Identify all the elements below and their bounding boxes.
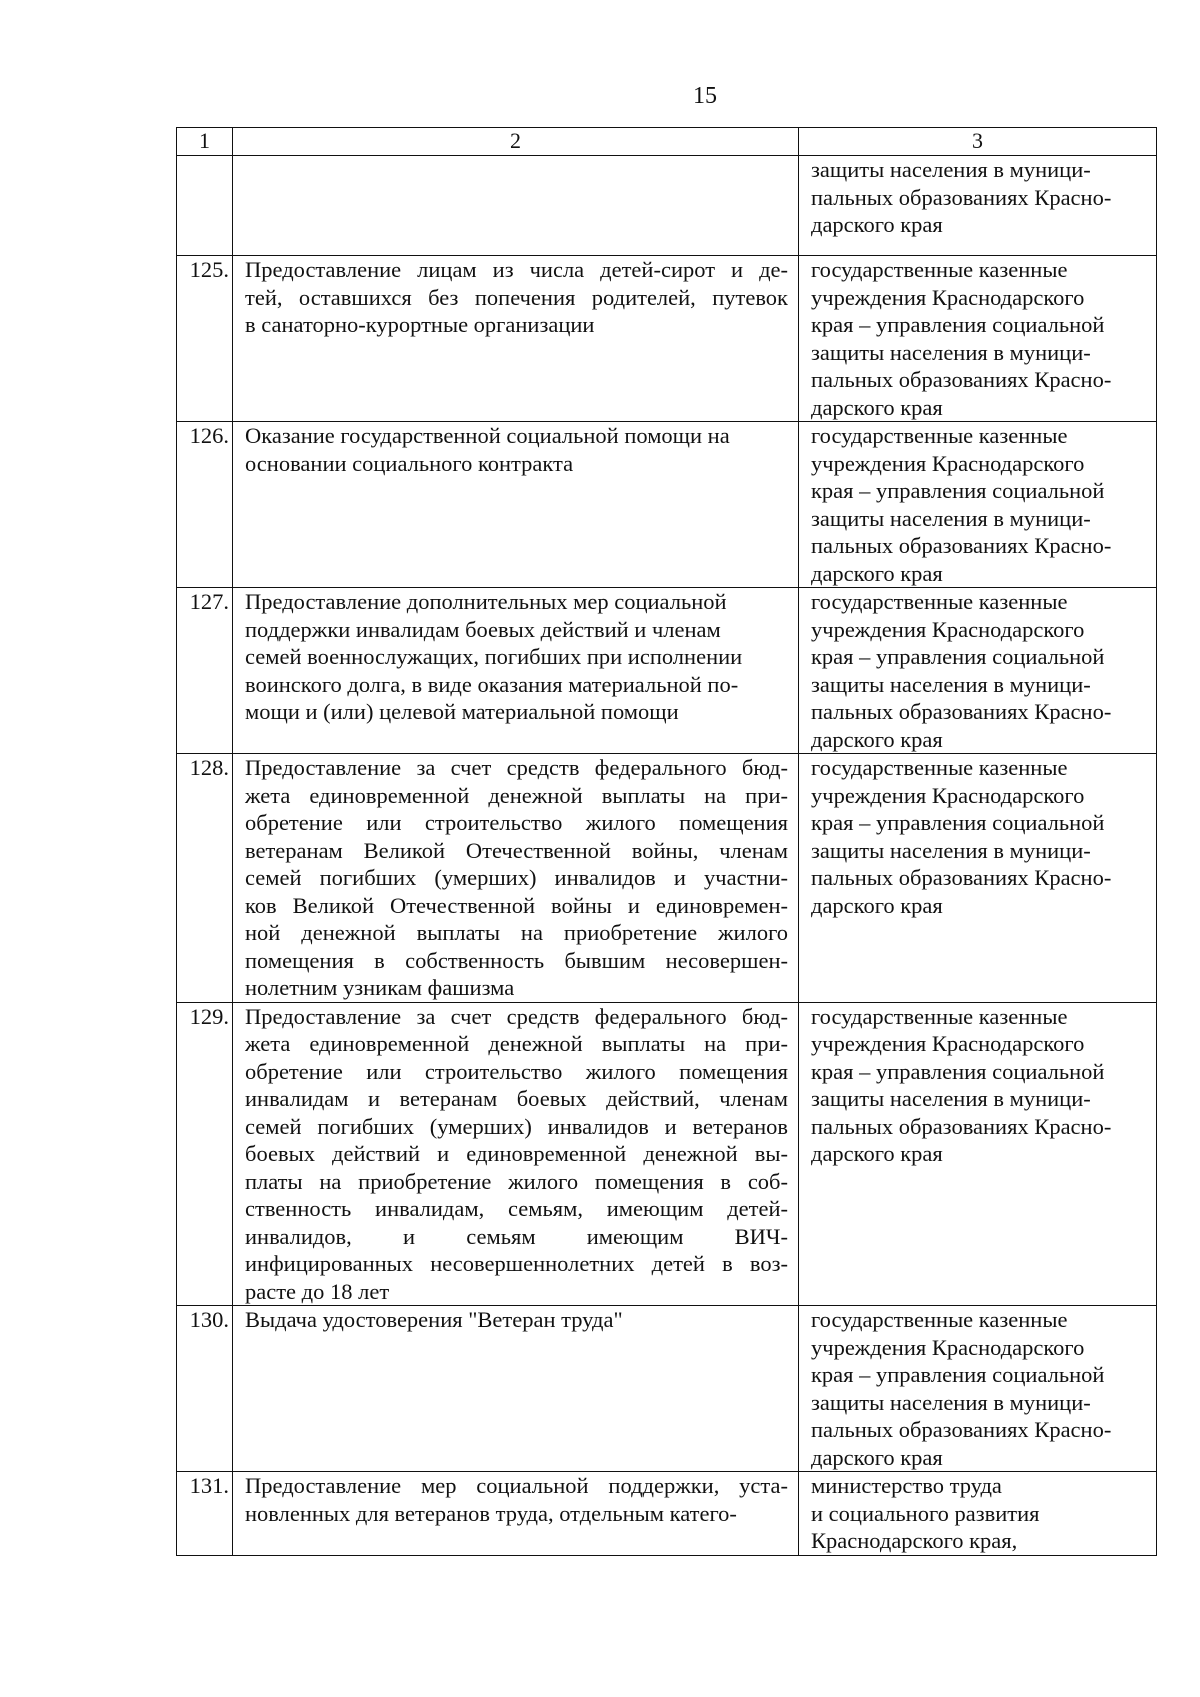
text-line: государственные казенные [811,755,1068,780]
text-line: защиты населения в муници- [811,157,1091,182]
table-row [177,1002,1157,1306]
text-line: инвалидов, и семьям имеющим ВИЧ- [245,1223,788,1249]
text-line: защиты населения в муници- [811,505,1091,531]
column-header-1: 1 [177,128,233,156]
authority-cell [799,1306,1157,1472]
text-line: ственность инвалидам, семьям, имеющим детей- [245,1196,788,1221]
text-line: дарского края [811,1141,943,1166]
service-name-cell [233,1472,799,1556]
text-line: защиты населения в муници- [811,1389,1091,1415]
text-line: пальных образованиях Красно- [811,533,1112,558]
service-name-cell [233,588,799,754]
authority-cell [799,156,1157,256]
text-line: дарского края [811,892,943,918]
column-header-3: 3 [799,128,1157,156]
service-name-cell [233,1306,799,1472]
text-line: Предоставление за счет средств федерального бюд- [245,1003,788,1029]
table-row [177,1306,1157,1472]
text-line: семей военнослужащих, погибших при исполнении [245,644,743,669]
text-line: защиты населения в муници- [811,339,1091,365]
text-line: дарского края [811,560,943,586]
authority-cell [799,588,1157,754]
service-name-cell [233,256,799,422]
text-line: учреждения Краснодарского [811,782,1085,808]
text-line: семей погибших (умерших) инвалидов и участни- [245,865,788,890]
text-line: дарского края [811,726,943,752]
text-line: пальных образованиях Красно- [811,367,1112,392]
row-number: 128. [177,754,233,1003]
text-line: обретение или строительство жилого помещения [245,1058,788,1084]
text-line: края – управления социальной [811,478,1105,503]
text-line: государственные казенные [811,257,1068,282]
text-line: инфицированных несовершеннолетних детей в воз- [245,1251,788,1276]
text-line: мощи и (или) целевой материальной помощи [245,699,679,724]
text-line: Предоставление лицам из числа детей-сирот и де- [245,257,788,282]
text-line: и социального развития [811,1500,1040,1526]
service-name-cell [233,1002,799,1306]
text-line: дарского края [811,1444,943,1470]
row-number: 127. [177,588,233,754]
table-row [177,1472,1157,1556]
text-line: пальных образованиях Красно- [811,184,1112,210]
table-row [177,256,1157,422]
text-line: государственные казенные [811,589,1068,614]
table-row [177,422,1157,588]
text-line: Выдача удостоверения "Ветеран труда" [245,1307,623,1332]
table-header-row [177,128,1157,156]
text-line: ветеранам Великой Отечественной войны, членам [245,837,788,863]
text-line: жета единовременной денежной выплаты на при- [245,1031,788,1056]
text-line: края – управления социальной [811,810,1105,835]
text-line: края – управления социальной [811,644,1105,669]
text-line: Предоставление мер социальной поддержки, уста- [245,1473,788,1498]
service-name-cell [233,156,799,256]
text-line: платы на приобретение жилого помещения в соб- [245,1168,788,1194]
text-line: дарского края [811,394,943,420]
text-line: воинского долга, в виде оказания материальной по- [245,671,739,697]
authority-cell [799,256,1157,422]
text-line: государственные казенные [811,1003,1068,1029]
text-line: Оказание государственной социальной помощи на [245,423,730,448]
row-number: 131. [177,1472,233,1556]
continuation-row [177,156,1157,256]
text-line: ной денежной выплаты на приобретение жилого [245,920,788,945]
text-line: семей погибших (умерших) инвалидов и ветеранов [245,1113,788,1139]
text-line: обретение или строительство жилого помещения [245,810,788,835]
text-line: поддержки инвалидам боевых действий и членам [245,616,721,642]
text-line: ков Великой Отечественной войны и единовремен- [245,892,788,918]
text-line: в санаторно-курортные организации [245,312,595,337]
authority-cell [799,754,1157,1003]
text-line: учреждения Краснодарского [811,1031,1085,1056]
text-line: Предоставление за счет средств федерального бюд- [245,755,788,780]
table-body [177,128,1157,1556]
row-number: 129. [177,1002,233,1306]
text-line: защиты населения в муници- [811,837,1091,863]
text-line: Краснодарского края, [811,1528,1018,1553]
service-name-cell [233,754,799,1003]
text-line: учреждения Краснодарского [811,1334,1085,1360]
service-name-cell [233,422,799,588]
row-number: 125. [177,256,233,422]
text-line: помещения в собственность бывшим несовершен- [245,947,788,973]
text-line: новленных для ветеранов труда, отдельным катего- [245,1500,737,1526]
row-number: 130. [177,1306,233,1472]
text-line: края – управления социальной [811,312,1105,337]
authority-cell [799,1002,1157,1306]
text-line: расте до 18 лет [245,1278,390,1304]
services-table [176,127,1157,1556]
authority-cell [799,1472,1157,1556]
table-row [177,588,1157,754]
column-header-2: 2 [233,128,799,156]
text-line: боевых действий и единовременной денежной вы- [245,1141,788,1166]
text-line: защиты населения в муници- [811,671,1091,697]
text-line: пальных образованиях Красно- [811,699,1112,724]
row-number: 126. [177,422,233,588]
text-line: учреждения Краснодарского [811,450,1085,476]
text-line: государственные казенные [811,423,1068,448]
row-number [177,156,233,256]
text-line: основании социального контракта [245,450,574,476]
text-line: жета единовременной денежной выплаты на при- [245,782,788,808]
text-line: пальных образованиях Красно- [811,865,1112,890]
text-line: края – управления социальной [811,1058,1105,1084]
text-line: края – управления социальной [811,1362,1105,1387]
text-line: пальных образованиях Красно- [811,1113,1112,1139]
text-line: нолетним узникам фашизма [245,975,515,1000]
text-line: Предоставление дополнительных мер социальной [245,589,727,614]
text-line: учреждения Краснодарского [811,616,1085,642]
table-row [177,754,1157,1003]
text-line: пальных образованиях Красно- [811,1417,1112,1442]
text-line: защиты населения в муници- [811,1086,1091,1111]
page-number: 15 [693,83,717,109]
text-line: тей, оставшихся без попечения родителей, путевок [245,284,788,310]
authority-cell [799,422,1157,588]
text-line: государственные казенные [811,1307,1068,1332]
text-line: учреждения Краснодарского [811,284,1085,310]
text-line: инвалидам и ветеранам боевых действий, членам [245,1086,788,1111]
text-line: дарского края [811,212,943,237]
text-line: министерство труда [811,1473,1002,1498]
